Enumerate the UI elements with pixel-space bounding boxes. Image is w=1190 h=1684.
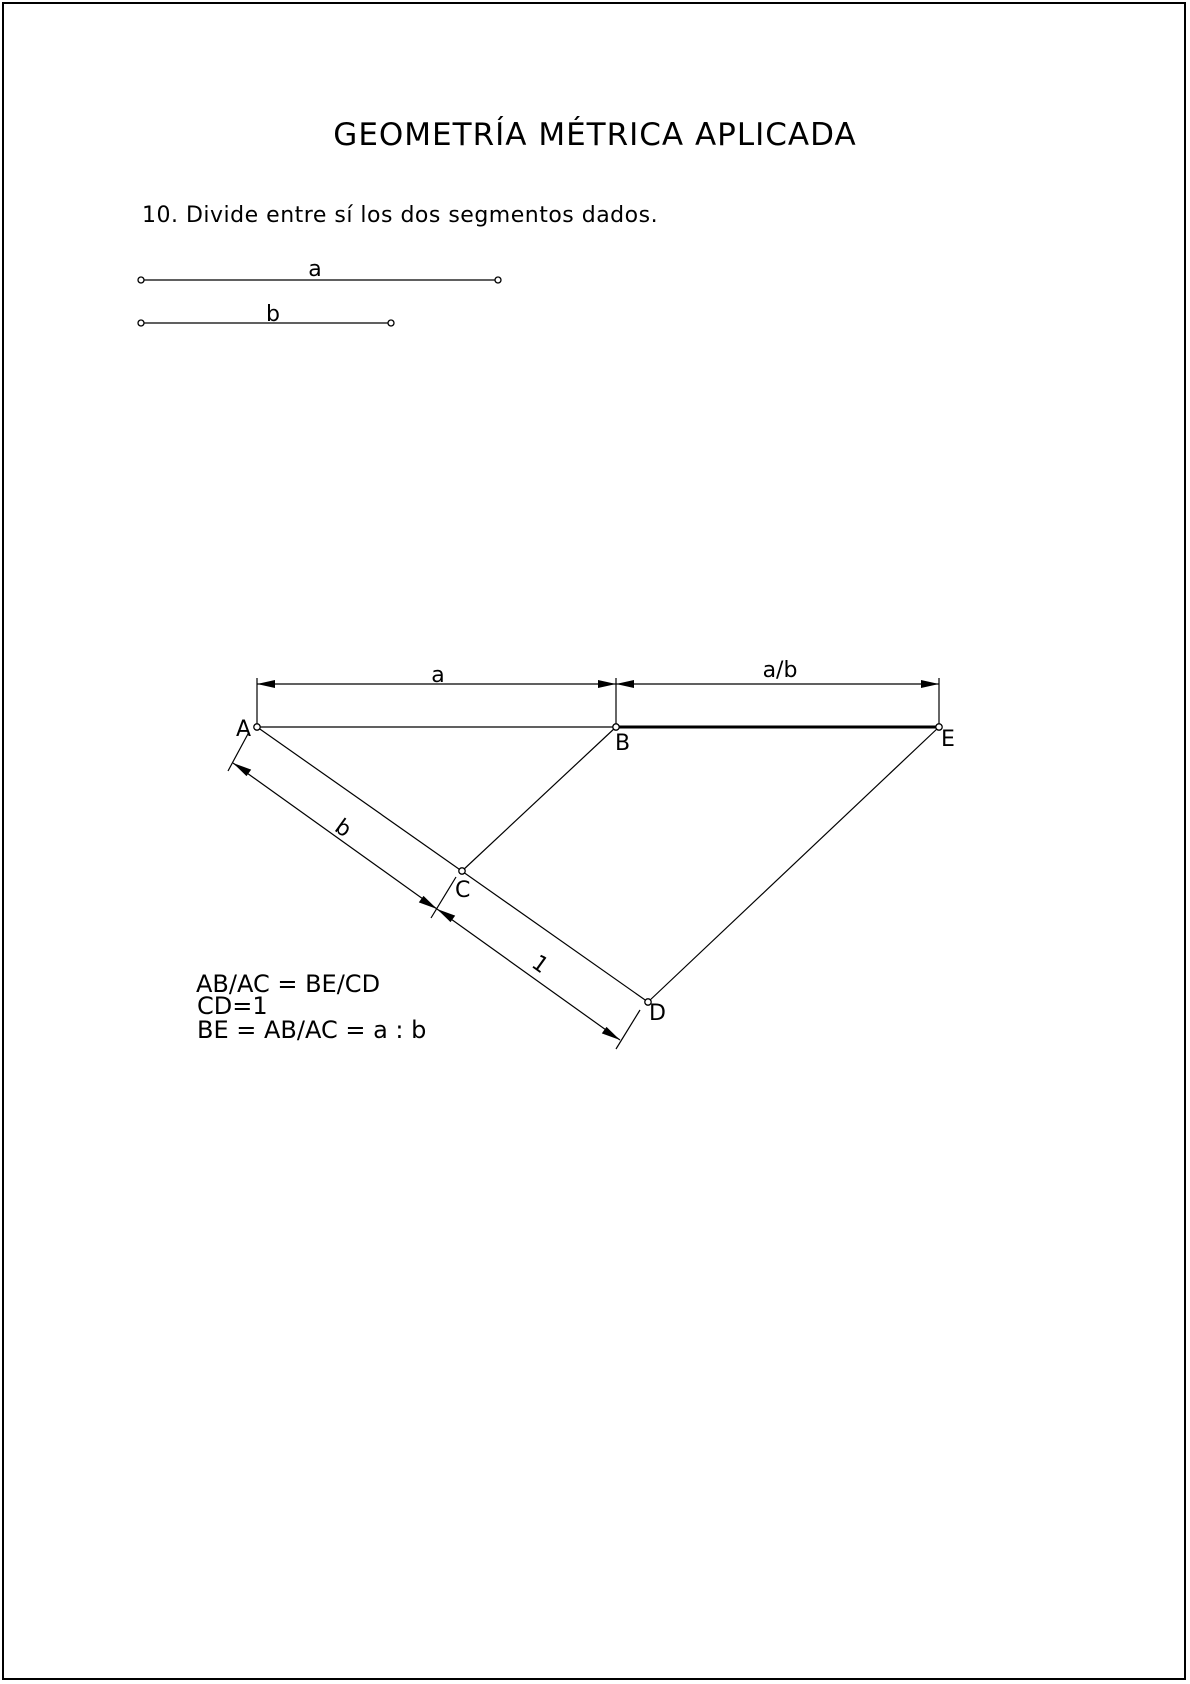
equation-cd: CD=1 — [197, 992, 268, 1020]
point-b-label: B — [615, 731, 631, 756]
dimension-cd-label: 1 — [526, 950, 553, 979]
point-a-label: A — [236, 717, 252, 742]
equation-result: BE = AB/AC = a : b — [197, 1016, 427, 1044]
point-a — [254, 724, 260, 730]
point-c-label: C — [455, 878, 471, 903]
page-title: GEOMETRÍA MÉTRICA APLICADA — [333, 117, 857, 153]
dimension-ac — [228, 732, 456, 918]
segment-ed-parallel — [648, 727, 939, 1002]
dimension-be-label: a/b — [762, 658, 798, 683]
dimension-ab — [257, 663, 616, 725]
point-c — [459, 868, 465, 874]
given-segment-a — [138, 257, 501, 283]
problem-statement: 10. Divide entre sí los dos segmentos dados. — [142, 203, 659, 228]
given-segment-b — [138, 302, 394, 327]
ray-acd — [257, 727, 648, 1002]
dimension-be — [616, 658, 939, 725]
segment-bc — [462, 727, 616, 871]
given-segment-a-label: a — [308, 257, 322, 282]
point-d-label: D — [649, 1001, 666, 1026]
dimension-cd — [437, 909, 640, 1049]
dimension-ab-label: a — [431, 663, 445, 688]
point-b — [613, 724, 619, 730]
point-e-label: E — [941, 727, 955, 752]
given-segment-b-label: b — [266, 302, 280, 327]
dimension-ac-label: b — [329, 814, 356, 843]
equation-ratio: AB/AC = BE/CD — [196, 970, 381, 998]
